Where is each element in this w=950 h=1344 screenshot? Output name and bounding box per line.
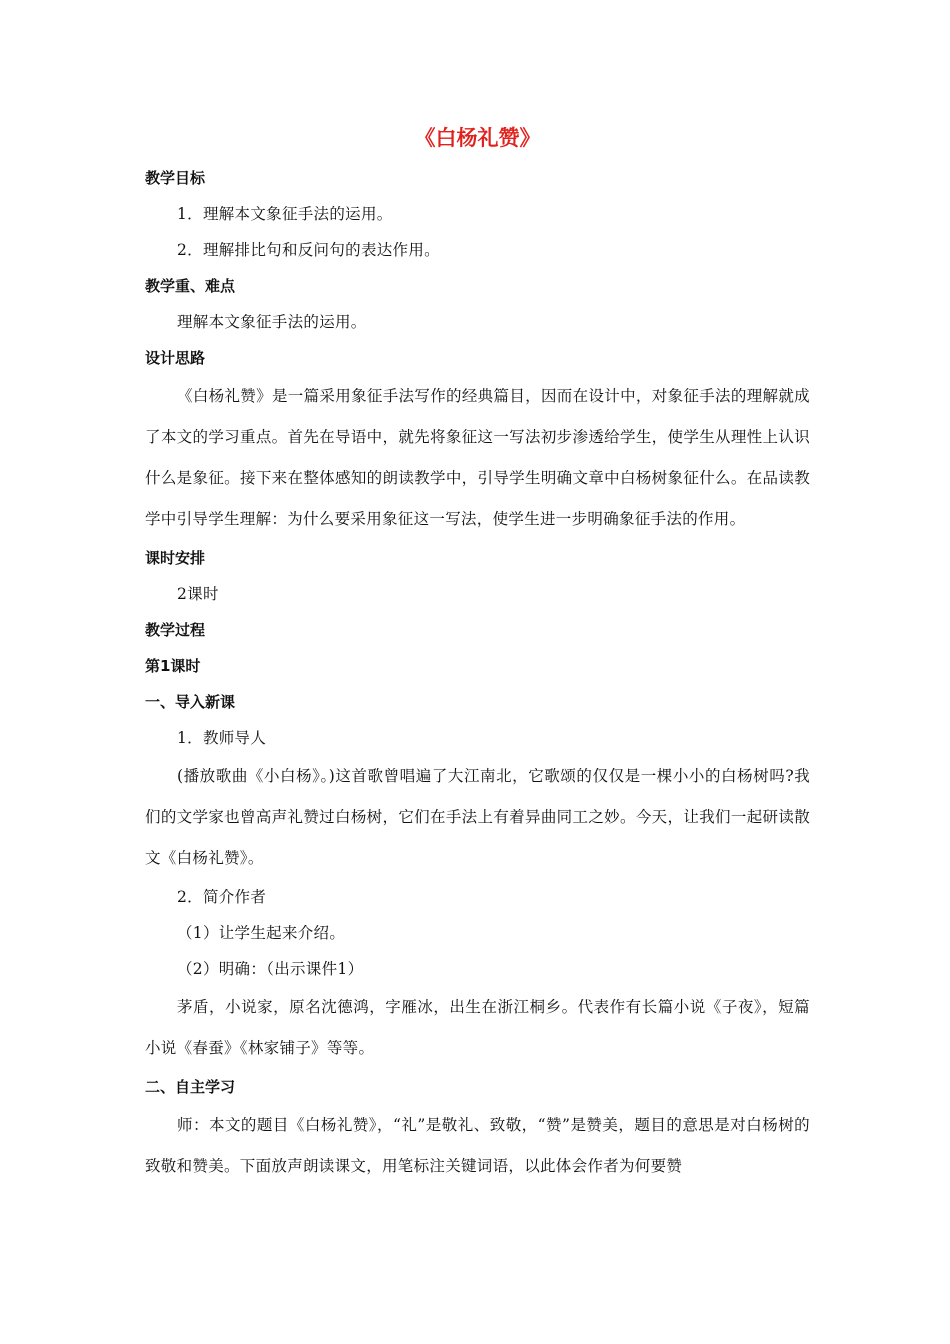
step2-item-b: （2）明确：（出示课件1）	[177, 960, 364, 978]
part2-heading: 二、自主学习	[145, 1078, 236, 1096]
author-paragraph: 茅盾，小说家，原名沈德鸿，字雁冰，出生在浙江桐乡。代表作有长篇小说《子夜》，短篇小说《春蚕》《林家铺子》等等。	[145, 998, 810, 1057]
part2-paragraph: 师：本文的题目《白杨礼赞》，“礼”是敬礼、致敬，“赞”是赞美，题目的意思是对白杨树的致敬和赞美。下面放声朗读课文，用笔标注关键词语，以此体会作者为何要赞	[145, 1116, 810, 1175]
step1-paragraph: (播放歌曲《小白杨》。)这首歌曾唱遍了大江南北，它歌颂的仅仅是一棵小小的白杨树吗?我们的文学家也曾高声礼赞过白杨树，它们在手法上有着异曲同工之妙。今天，让我们一起研读散文《白杨礼赞》。	[145, 767, 810, 867]
step1-label: 1．教师导人	[177, 729, 267, 747]
goals-heading: 教学目标	[145, 169, 206, 187]
goal-item-1: 1．理解本文象征手法的运用。	[177, 205, 393, 223]
design-paragraph: 《白杨礼赞》是一篇采用象征手法写作的经典篇目，因而在设计中，对象征手法的理解就成了本文的学习重点。首先在导语中，就先将象征这一写法初步渗透给学生，使学生从理性上认识什么是象征。接下来在整体感知的朗读教学中，引导学生明确文章中白杨树象征什么。在品读教学中引导学生理解：为什么要采用象征这一写法，使学生进一步明确象征手法的作用。	[145, 387, 810, 528]
step2-label: 2．简介作者	[177, 888, 267, 906]
lesson1-heading: 第1课时	[145, 657, 201, 675]
schedule-heading: 课时安排	[145, 549, 206, 567]
design-heading: 设计思路	[145, 349, 206, 367]
document-title: 《白杨礼赞》	[414, 126, 541, 150]
process-heading: 教学过程	[145, 621, 206, 639]
schedule-text: 2课时	[177, 585, 219, 603]
keypoints-heading: 教学重、难点	[145, 277, 236, 295]
document-page	[145, 118, 810, 1187]
step2-item-a: （1）让学生起来介绍。	[177, 924, 346, 942]
keypoints-text: 理解本文象征手法的运用。	[177, 313, 367, 331]
goal-item-2: 2．理解排比句和反问句的表达作用。	[177, 241, 440, 259]
part1-heading: 一、导入新课	[145, 693, 236, 711]
